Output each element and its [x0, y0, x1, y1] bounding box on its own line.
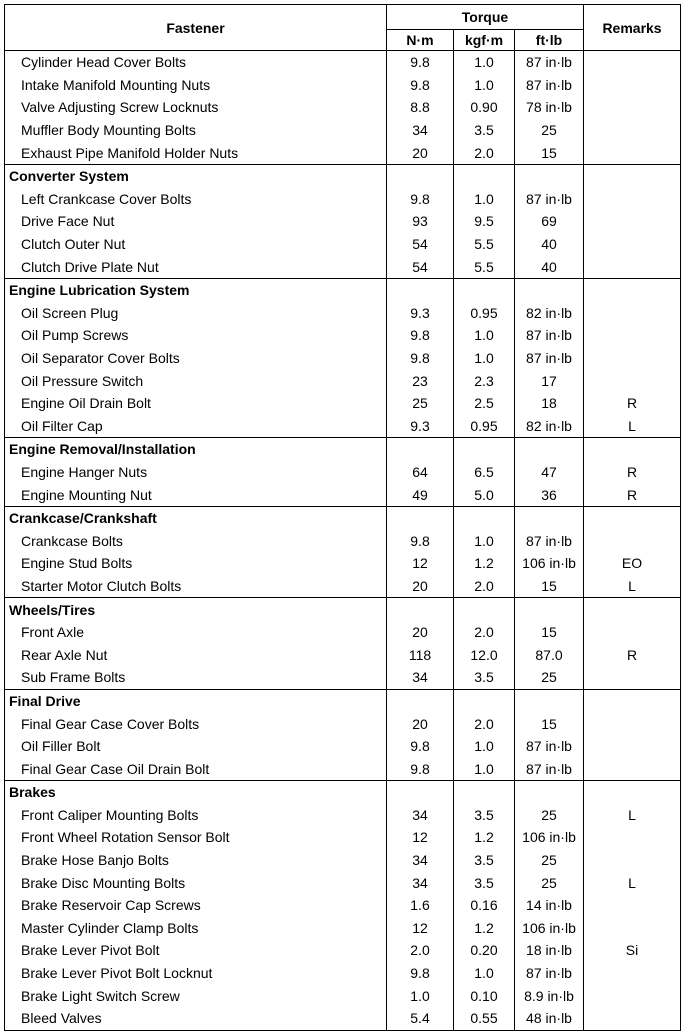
kgfm-cell: 5.5	[454, 255, 515, 278]
table-row	[5, 712, 681, 735]
ftlb-cell: 87 in·lb	[515, 962, 584, 985]
section-empty-cell	[584, 598, 681, 621]
ftlb-cell: 87 in·lb	[515, 735, 584, 758]
ftlb-cell: 87 in·lb	[515, 347, 584, 370]
section-empty-cell	[584, 781, 681, 804]
kgfm-cell: 0.10	[454, 984, 515, 1007]
table-row	[5, 894, 681, 917]
nm-cell: 9.8	[387, 188, 454, 211]
header-kgfm: kgf·m	[454, 30, 515, 51]
kgfm-cell: 2.3	[454, 369, 515, 392]
table-row	[5, 552, 681, 575]
remarks-cell: L	[584, 415, 681, 438]
fastener-cell: Oil Separator Cover Bolts	[5, 347, 387, 370]
table-row	[5, 483, 681, 506]
remarks-cell: R	[584, 483, 681, 506]
section-empty-cell	[387, 506, 454, 529]
table-row	[5, 119, 681, 142]
kgfm-cell: 9.5	[454, 210, 515, 233]
ftlb-cell: 40	[515, 255, 584, 278]
fastener-cell: Exhaust Pipe Manifold Holder Nuts	[5, 141, 387, 164]
table-row	[5, 188, 681, 211]
fastener-cell: Oil Filler Bolt	[5, 735, 387, 758]
section-title: Engine Removal/Installation	[5, 438, 387, 461]
remarks-cell	[584, 826, 681, 849]
fastener-cell: Oil Filter Cap	[5, 415, 387, 438]
ftlb-cell: 87 in·lb	[515, 529, 584, 552]
nm-cell: 9.8	[387, 324, 454, 347]
ftlb-cell: 14 in·lb	[515, 894, 584, 917]
section-empty-cell	[584, 506, 681, 529]
nm-cell: 49	[387, 483, 454, 506]
ftlb-cell: 87 in·lb	[515, 51, 584, 74]
nm-cell: 9.3	[387, 415, 454, 438]
ftlb-cell: 69	[515, 210, 584, 233]
fastener-cell: Drive Face Nut	[5, 210, 387, 233]
kgfm-cell: 1.0	[454, 962, 515, 985]
section-empty-cell	[387, 781, 454, 804]
nm-cell: 20	[387, 141, 454, 164]
table-row	[5, 210, 681, 233]
fastener-cell: Oil Screen Plug	[5, 302, 387, 325]
fastener-cell: Bleed Valves	[5, 1007, 387, 1030]
kgfm-cell: 1.2	[454, 552, 515, 575]
nm-cell: 93	[387, 210, 454, 233]
section-empty-cell	[454, 278, 515, 301]
kgfm-cell: 1.0	[454, 51, 515, 74]
ftlb-cell: 8.9 in·lb	[515, 984, 584, 1007]
remarks-cell	[584, 347, 681, 370]
nm-cell: 12	[387, 552, 454, 575]
table-row	[5, 849, 681, 872]
remarks-cell	[584, 529, 681, 552]
remarks-cell: Si	[584, 939, 681, 962]
ftlb-cell: 36	[515, 483, 584, 506]
ftlb-cell: 48 in·lb	[515, 1007, 584, 1030]
remarks-cell	[584, 255, 681, 278]
nm-cell: 1.6	[387, 894, 454, 917]
remarks-cell	[584, 188, 681, 211]
nm-cell: 9.8	[387, 735, 454, 758]
ftlb-cell: 18	[515, 392, 584, 415]
ftlb-cell: 82 in·lb	[515, 302, 584, 325]
remarks-cell	[584, 757, 681, 780]
remarks-cell	[584, 917, 681, 940]
nm-cell: 5.4	[387, 1007, 454, 1030]
ftlb-cell: 25	[515, 666, 584, 689]
section-empty-cell	[387, 689, 454, 712]
remarks-cell	[584, 666, 681, 689]
ftlb-cell: 82 in·lb	[515, 415, 584, 438]
ftlb-cell: 47	[515, 461, 584, 484]
ftlb-cell: 87.0	[515, 643, 584, 666]
table-row	[5, 643, 681, 666]
remarks-cell	[584, 96, 681, 119]
remarks-cell	[584, 119, 681, 142]
kgfm-cell: 1.2	[454, 826, 515, 849]
section-header-row	[5, 689, 681, 712]
nm-cell: 34	[387, 849, 454, 872]
kgfm-cell: 3.5	[454, 849, 515, 872]
nm-cell: 12	[387, 917, 454, 940]
ftlb-cell: 18 in·lb	[515, 939, 584, 962]
fastener-cell: Sub Frame Bolts	[5, 666, 387, 689]
ftlb-cell: 15	[515, 621, 584, 644]
fastener-cell: Engine Hanger Nuts	[5, 461, 387, 484]
section-empty-cell	[454, 781, 515, 804]
table-row	[5, 575, 681, 598]
ftlb-cell: 25	[515, 849, 584, 872]
section-empty-cell	[584, 438, 681, 461]
kgfm-cell: 0.16	[454, 894, 515, 917]
fastener-cell: Engine Oil Drain Bolt	[5, 392, 387, 415]
remarks-cell: L	[584, 575, 681, 598]
nm-cell: 118	[387, 643, 454, 666]
remarks-cell	[584, 233, 681, 256]
nm-cell: 9.8	[387, 347, 454, 370]
section-header-row	[5, 278, 681, 301]
section-title: Converter System	[5, 164, 387, 187]
table-row	[5, 324, 681, 347]
table-row	[5, 1007, 681, 1030]
table-row	[5, 461, 681, 484]
remarks-cell: R	[584, 643, 681, 666]
header-remarks: Remarks	[584, 5, 681, 51]
fastener-cell: Cylinder Head Cover Bolts	[5, 51, 387, 74]
ftlb-cell: 17	[515, 369, 584, 392]
table-row	[5, 621, 681, 644]
table-row	[5, 51, 681, 74]
section-empty-cell	[454, 438, 515, 461]
header-nm: N·m	[387, 30, 454, 51]
section-title: Crankcase/Crankshaft	[5, 506, 387, 529]
fastener-cell: Brake Disc Mounting Bolts	[5, 871, 387, 894]
section-empty-cell	[387, 278, 454, 301]
header-torque: Torque	[387, 5, 584, 30]
ftlb-cell: 15	[515, 141, 584, 164]
kgfm-cell: 1.0	[454, 324, 515, 347]
kgfm-cell: 3.5	[454, 871, 515, 894]
kgfm-cell: 0.20	[454, 939, 515, 962]
kgfm-cell: 2.0	[454, 621, 515, 644]
fastener-cell: Brake Lever Pivot Bolt Locknut	[5, 962, 387, 985]
section-empty-cell	[515, 164, 584, 187]
fastener-cell: Crankcase Bolts	[5, 529, 387, 552]
remarks-cell	[584, 849, 681, 872]
ftlb-cell: 40	[515, 233, 584, 256]
kgfm-cell: 1.0	[454, 188, 515, 211]
nm-cell: 12	[387, 826, 454, 849]
ftlb-cell: 87 in·lb	[515, 757, 584, 780]
nm-cell: 64	[387, 461, 454, 484]
ftlb-cell: 106 in·lb	[515, 917, 584, 940]
kgfm-cell: 1.0	[454, 347, 515, 370]
nm-cell: 20	[387, 621, 454, 644]
table-row	[5, 826, 681, 849]
remarks-cell	[584, 735, 681, 758]
section-title: Final Drive	[5, 689, 387, 712]
fastener-cell: Brake Hose Banjo Bolts	[5, 849, 387, 872]
remarks-cell: R	[584, 461, 681, 484]
table-row	[5, 369, 681, 392]
remarks-cell: L	[584, 871, 681, 894]
section-empty-cell	[454, 598, 515, 621]
nm-cell: 54	[387, 233, 454, 256]
remarks-cell	[584, 302, 681, 325]
section-header-row	[5, 164, 681, 187]
table-row	[5, 757, 681, 780]
table-row	[5, 871, 681, 894]
section-header-row	[5, 438, 681, 461]
fastener-cell: Brake Lever Pivot Bolt	[5, 939, 387, 962]
fastener-cell: Clutch Drive Plate Nut	[5, 255, 387, 278]
nm-cell: 20	[387, 575, 454, 598]
fastener-cell: Valve Adjusting Screw Locknuts	[5, 96, 387, 119]
nm-cell: 34	[387, 666, 454, 689]
table-row	[5, 735, 681, 758]
remarks-cell	[584, 712, 681, 735]
kgfm-cell: 0.95	[454, 415, 515, 438]
fastener-cell: Master Cylinder Clamp Bolts	[5, 917, 387, 940]
nm-cell: 34	[387, 804, 454, 827]
ftlb-cell: 87 in·lb	[515, 74, 584, 97]
kgfm-cell: 0.90	[454, 96, 515, 119]
nm-cell: 34	[387, 119, 454, 142]
fastener-cell: Final Gear Case Cover Bolts	[5, 712, 387, 735]
remarks-cell	[584, 141, 681, 164]
section-empty-cell	[584, 278, 681, 301]
remarks-cell	[584, 74, 681, 97]
section-header-row	[5, 598, 681, 621]
fastener-cell: Brake Light Switch Screw	[5, 984, 387, 1007]
table-row	[5, 666, 681, 689]
nm-cell: 9.8	[387, 529, 454, 552]
table-row	[5, 415, 681, 438]
remarks-cell: EO	[584, 552, 681, 575]
remarks-cell	[584, 324, 681, 347]
section-empty-cell	[515, 278, 584, 301]
kgfm-cell: 1.0	[454, 757, 515, 780]
table-row	[5, 255, 681, 278]
ftlb-cell: 87 in·lb	[515, 324, 584, 347]
nm-cell: 9.3	[387, 302, 454, 325]
fastener-cell: Oil Pressure Switch	[5, 369, 387, 392]
kgfm-cell: 2.0	[454, 712, 515, 735]
kgfm-cell: 2.0	[454, 141, 515, 164]
remarks-cell: R	[584, 392, 681, 415]
table-row	[5, 302, 681, 325]
ftlb-cell: 78 in·lb	[515, 96, 584, 119]
remarks-cell	[584, 984, 681, 1007]
section-empty-cell	[387, 598, 454, 621]
fastener-cell: Starter Motor Clutch Bolts	[5, 575, 387, 598]
ftlb-cell: 25	[515, 871, 584, 894]
table-row	[5, 939, 681, 962]
remarks-cell	[584, 210, 681, 233]
section-empty-cell	[515, 598, 584, 621]
fastener-cell: Engine Stud Bolts	[5, 552, 387, 575]
ftlb-cell: 106 in·lb	[515, 826, 584, 849]
remarks-cell: L	[584, 804, 681, 827]
nm-cell: 54	[387, 255, 454, 278]
section-empty-cell	[387, 438, 454, 461]
table-body	[5, 51, 681, 1031]
nm-cell: 1.0	[387, 984, 454, 1007]
section-header-row	[5, 506, 681, 529]
kgfm-cell: 1.0	[454, 735, 515, 758]
nm-cell: 20	[387, 712, 454, 735]
kgfm-cell: 12.0	[454, 643, 515, 666]
remarks-cell	[584, 51, 681, 74]
section-empty-cell	[454, 689, 515, 712]
table-row	[5, 141, 681, 164]
kgfm-cell: 1.0	[454, 529, 515, 552]
remarks-cell	[584, 962, 681, 985]
kgfm-cell: 0.95	[454, 302, 515, 325]
table-row	[5, 917, 681, 940]
fastener-cell: Front Axle	[5, 621, 387, 644]
kgfm-cell: 5.5	[454, 233, 515, 256]
section-title: Brakes	[5, 781, 387, 804]
table-row	[5, 984, 681, 1007]
table-row	[5, 347, 681, 370]
section-empty-cell	[584, 689, 681, 712]
nm-cell: 34	[387, 871, 454, 894]
kgfm-cell: 3.5	[454, 119, 515, 142]
ftlb-cell: 87 in·lb	[515, 188, 584, 211]
fastener-cell: Front Wheel Rotation Sensor Bolt	[5, 826, 387, 849]
kgfm-cell: 2.5	[454, 392, 515, 415]
nm-cell: 2.0	[387, 939, 454, 962]
kgfm-cell: 1.2	[454, 917, 515, 940]
table-row	[5, 529, 681, 552]
table-row	[5, 962, 681, 985]
remarks-cell	[584, 621, 681, 644]
section-empty-cell	[584, 164, 681, 187]
torque-table	[4, 4, 681, 1031]
remarks-cell	[584, 894, 681, 917]
kgfm-cell: 5.0	[454, 483, 515, 506]
table-row	[5, 96, 681, 119]
fastener-cell: Left Crankcase Cover Bolts	[5, 188, 387, 211]
section-empty-cell	[454, 164, 515, 187]
section-empty-cell	[387, 164, 454, 187]
fastener-cell: Oil Pump Screws	[5, 324, 387, 347]
table-row	[5, 804, 681, 827]
ftlb-cell: 15	[515, 712, 584, 735]
section-empty-cell	[515, 781, 584, 804]
kgfm-cell: 3.5	[454, 666, 515, 689]
nm-cell: 25	[387, 392, 454, 415]
kgfm-cell: 2.0	[454, 575, 515, 598]
ftlb-cell: 25	[515, 804, 584, 827]
fastener-cell: Clutch Outer Nut	[5, 233, 387, 256]
section-empty-cell	[515, 689, 584, 712]
section-empty-cell	[454, 506, 515, 529]
fastener-cell: Intake Manifold Mounting Nuts	[5, 74, 387, 97]
kgfm-cell: 3.5	[454, 804, 515, 827]
header-fastener: Fastener	[5, 5, 387, 51]
fastener-cell: Final Gear Case Oil Drain Bolt	[5, 757, 387, 780]
nm-cell: 8.8	[387, 96, 454, 119]
header-ftlb: ft·lb	[515, 30, 584, 51]
ftlb-cell: 106 in·lb	[515, 552, 584, 575]
section-title: Engine Lubrication System	[5, 278, 387, 301]
kgfm-cell: 6.5	[454, 461, 515, 484]
nm-cell: 9.8	[387, 51, 454, 74]
section-header-row	[5, 781, 681, 804]
section-empty-cell	[515, 506, 584, 529]
fastener-cell: Front Caliper Mounting Bolts	[5, 804, 387, 827]
fastener-cell: Engine Mounting Nut	[5, 483, 387, 506]
section-title: Wheels/Tires	[5, 598, 387, 621]
ftlb-cell: 15	[515, 575, 584, 598]
table-row	[5, 74, 681, 97]
section-empty-cell	[515, 438, 584, 461]
table-row	[5, 392, 681, 415]
fastener-cell: Brake Reservoir Cap Screws	[5, 894, 387, 917]
nm-cell: 9.8	[387, 74, 454, 97]
ftlb-cell: 25	[515, 119, 584, 142]
nm-cell: 9.8	[387, 757, 454, 780]
kgfm-cell: 1.0	[454, 74, 515, 97]
remarks-cell	[584, 369, 681, 392]
fastener-cell: Rear Axle Nut	[5, 643, 387, 666]
nm-cell: 9.8	[387, 962, 454, 985]
nm-cell: 23	[387, 369, 454, 392]
kgfm-cell: 0.55	[454, 1007, 515, 1030]
table-row	[5, 233, 681, 256]
fastener-cell: Muffler Body Mounting Bolts	[5, 119, 387, 142]
remarks-cell	[584, 1007, 681, 1030]
